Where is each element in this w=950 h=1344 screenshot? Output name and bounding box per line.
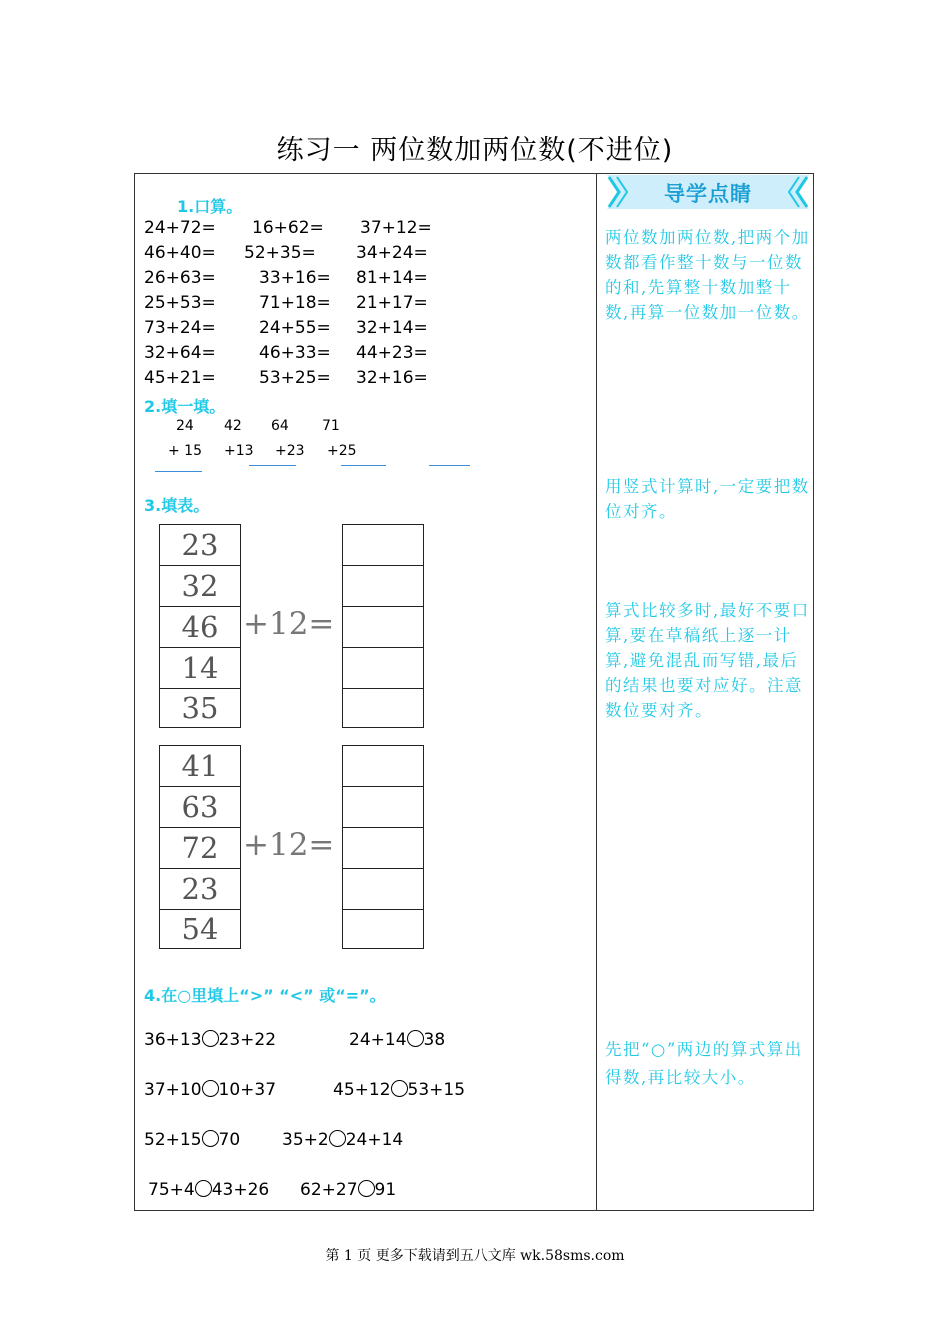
section1-heading: 1.口算。	[177, 197, 243, 216]
answer-table-2	[342, 745, 424, 949]
math-problem: 46+33=	[259, 343, 331, 363]
math-problem: 53+25=	[259, 368, 331, 388]
column-divider	[596, 173, 597, 1211]
answer-blank[interactable]	[341, 465, 386, 466]
page-title: 练习一 两位数加两位数(不进位)	[276, 135, 674, 166]
compare-circle[interactable]	[202, 1130, 219, 1147]
table-cell: 41	[181, 749, 219, 783]
addend-top: 42	[224, 418, 242, 434]
compare-circle[interactable]	[202, 1080, 219, 1097]
math-problem: 44+23=	[356, 343, 428, 363]
comparison-item	[300, 1180, 396, 1200]
answer-cell[interactable]	[343, 909, 423, 948]
compare-circle[interactable]	[391, 1080, 408, 1097]
comparison-right: 70	[218, 1130, 241, 1150]
math-problem: 32+14=	[356, 318, 428, 338]
table-cell: 35	[160, 688, 240, 727]
comparison-item	[148, 1180, 269, 1200]
comparison-item	[144, 1130, 240, 1150]
guide-note: 算式比较多时,最好不要口算,要在草稿纸上逐一计算,避免混乱而写错,最后的结果也要对应好。注意数位要对齐。	[605, 601, 810, 720]
addend-bottom: + 15	[168, 443, 202, 459]
banner-label: 导学点睛	[664, 182, 752, 206]
comparison-left: 36+13	[144, 1030, 202, 1050]
math-problem: 71+18=	[259, 293, 331, 313]
answer-cell[interactable]	[343, 868, 423, 909]
comparison-right: 24+14	[345, 1130, 404, 1150]
comparison-right: 10+37	[218, 1080, 277, 1100]
comparison-left: 52+15	[144, 1130, 202, 1150]
table-cell: 14	[160, 647, 240, 688]
comparison-right: 23+22	[218, 1030, 277, 1050]
comparison-item	[282, 1130, 403, 1150]
compare-circle[interactable]	[202, 1030, 219, 1047]
comparison-item	[144, 1080, 276, 1100]
math-problem: 32+64=	[144, 343, 216, 363]
operator-label: +12=	[243, 606, 335, 642]
compare-circle[interactable]	[195, 1180, 212, 1197]
answer-blank[interactable]	[249, 465, 296, 466]
math-problem: 32+16=	[356, 368, 428, 388]
math-problem: 37+12=	[360, 218, 432, 238]
input-table-1	[159, 524, 241, 728]
comparison-left: 45+12	[333, 1080, 391, 1100]
guide-note: 用竖式计算时,一定要把数位对齐。	[605, 477, 810, 521]
comparison-right: 43+26	[211, 1180, 270, 1200]
comparison-right: 53+15	[407, 1080, 466, 1100]
addend-top: 64	[271, 418, 289, 434]
math-problem: 26+63=	[144, 268, 216, 288]
addend-top: 24	[176, 418, 194, 434]
section3-heading: 3.填表。	[144, 496, 210, 515]
answer-table-1	[342, 524, 424, 728]
table-cell: 23	[181, 528, 219, 562]
answer-blank[interactable]	[429, 465, 470, 466]
comparison-item	[349, 1030, 445, 1050]
guide-note: 两位数加两位数,把两个加数都看作整十数与一位数的和,先算整十数加整十数,再算一位数加一位数。	[605, 228, 810, 322]
table-cell: 72	[160, 827, 240, 868]
math-problem: 33+16=	[259, 268, 331, 288]
answer-cell[interactable]	[343, 688, 423, 727]
comparison-left: 37+10	[144, 1080, 202, 1100]
comparison-right: 91	[374, 1180, 397, 1200]
math-problem: 16+62=	[252, 218, 324, 238]
math-problem: 24+55=	[259, 318, 331, 338]
math-problem: 45+21=	[144, 368, 216, 388]
addend-top: 71	[322, 418, 340, 434]
compare-circle[interactable]	[358, 1180, 375, 1197]
section2-heading: 2.填一填。	[144, 397, 226, 416]
comparison-left: 75+4	[148, 1180, 195, 1200]
page-footer: 第 1 页 更多下载请到五八文库 wk.58sms.com	[325, 1248, 625, 1264]
guide-banner	[603, 173, 813, 211]
comparison-left: 62+27	[300, 1180, 358, 1200]
comparison-item	[144, 1030, 276, 1050]
math-problem: 46+40=	[144, 243, 216, 263]
comparison-right: 38	[423, 1030, 446, 1050]
answer-blank[interactable]	[155, 471, 202, 472]
comparison-left: 24+14	[349, 1030, 407, 1050]
table-cell: 32	[160, 565, 240, 606]
table-cell: 46	[160, 606, 240, 647]
addend-bottom: +25	[327, 443, 357, 459]
answer-cell[interactable]	[343, 565, 423, 606]
table-cell: 63	[160, 786, 240, 827]
comparison-item	[333, 1080, 465, 1100]
operator-label: +12=	[243, 827, 335, 863]
guide-note: 先把“○”两边的算式算出得数,再比较大小。	[605, 1040, 803, 1087]
addend-bottom: +23	[275, 443, 305, 459]
comparison-left: 35+2	[282, 1130, 329, 1150]
answer-cell[interactable]	[343, 525, 423, 565]
input-table-2	[159, 745, 241, 949]
math-problem: 81+14=	[356, 268, 428, 288]
math-problem: 24+72=	[144, 218, 216, 238]
math-problem: 25+53=	[144, 293, 216, 313]
answer-cell[interactable]	[343, 647, 423, 688]
answer-cell[interactable]	[343, 827, 423, 868]
table-cell: 23	[160, 868, 240, 909]
answer-cell[interactable]	[343, 606, 423, 647]
math-problem: 21+17=	[356, 293, 428, 313]
answer-cell[interactable]	[343, 746, 423, 786]
addend-bottom: +13	[224, 443, 254, 459]
compare-circle[interactable]	[407, 1030, 424, 1047]
table-cell: 54	[160, 909, 240, 948]
answer-cell[interactable]	[343, 786, 423, 827]
math-problem: 52+35=	[244, 243, 316, 263]
math-problem: 34+24=	[356, 243, 428, 263]
section4-heading: 4.在○里填上“>” “<” 或“=”。	[144, 986, 386, 1005]
math-problem: 73+24=	[144, 318, 216, 338]
compare-circle[interactable]	[329, 1130, 346, 1147]
